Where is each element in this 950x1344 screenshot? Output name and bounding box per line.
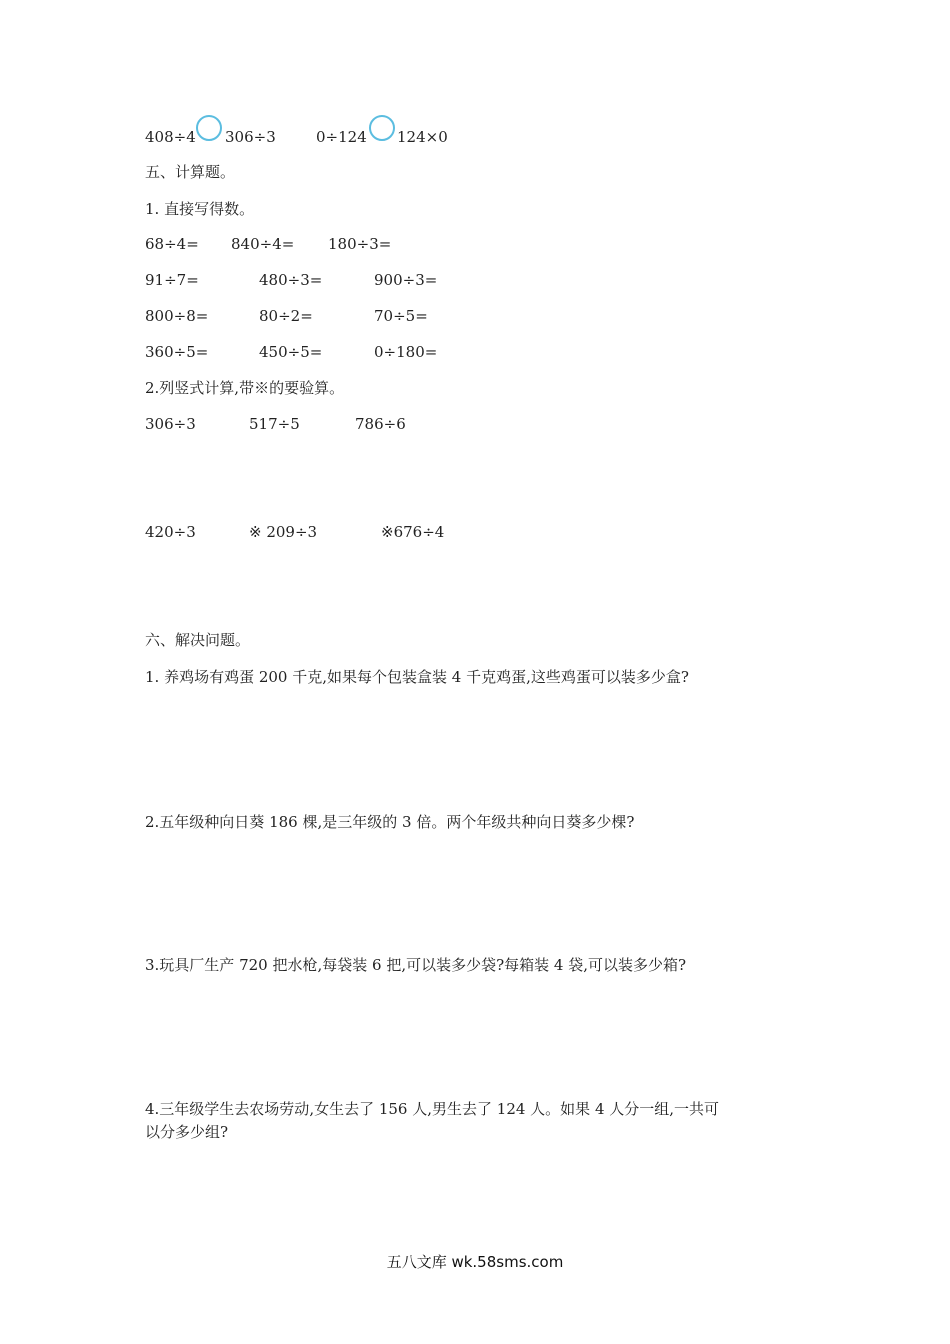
q2-cell: ※ 209÷3 xyxy=(249,523,318,541)
section-6-title: 六、解决问题。 xyxy=(145,631,251,649)
q2-cell: 517÷5 xyxy=(249,415,300,433)
q2-cell: ※676÷4 xyxy=(381,523,445,541)
compare-b-right: 124×0 xyxy=(397,128,448,146)
q1-cell: 480÷3= xyxy=(259,271,323,289)
q2-cell: 306÷3 xyxy=(145,415,196,433)
q1-cell: 450÷5= xyxy=(259,343,323,361)
problem-2: 2.五年级种向日葵 186 棵,是三年级的 3 倍。两个年级共种向日葵多少棵? xyxy=(145,813,635,831)
problem-3: 3.玩具厂生产 720 把水枪,每袋装 6 把,可以装多少袋?每箱装 4 袋,可以装多少箱? xyxy=(145,956,687,974)
q1-cell: 0÷180= xyxy=(374,343,438,361)
q1-cell: 80÷2= xyxy=(259,307,313,325)
q1-cell: 68÷4= xyxy=(145,235,199,253)
q2-cell: 786÷6 xyxy=(355,415,406,433)
q1-title: 1. 直接写得数。 xyxy=(145,200,255,218)
section-5-title: 五、计算题。 xyxy=(145,163,236,181)
q1-cell: 900÷3= xyxy=(374,271,438,289)
compare-a-right: 306÷3 xyxy=(225,128,276,146)
q1-cell: 800÷8= xyxy=(145,307,209,325)
problem-4-line-1: 4.三年级学生去农场劳动,女生去了 156 人,男生去了 124 人。如果 4 人分一组,一共可 xyxy=(145,1100,720,1118)
compare-circle-b[interactable] xyxy=(369,115,395,141)
q2-cell: 420÷3 xyxy=(145,523,196,541)
q1-cell: 91÷7= xyxy=(145,271,199,289)
compare-circle-a[interactable] xyxy=(196,115,222,141)
problem-1: 1. 养鸡场有鸡蛋 200 千克,如果每个包装盒装 4 千克鸡蛋,这些鸡蛋可以装多少盒? xyxy=(145,668,689,686)
q1-cell: 70÷5= xyxy=(374,307,428,325)
q1-cell: 840÷4= xyxy=(231,235,295,253)
q1-cell: 360÷5= xyxy=(145,343,209,361)
compare-b-left: 0÷124 xyxy=(316,128,367,146)
footer-watermark: 五八文库 wk.58sms.com xyxy=(386,1253,564,1271)
q1-cell: 180÷3= xyxy=(328,235,392,253)
compare-a-left: 408÷4 xyxy=(145,128,196,146)
q2-title: 2.列竖式计算,带※的要验算。 xyxy=(145,379,345,397)
problem-4-line-2: 以分多少组? xyxy=(145,1123,229,1141)
